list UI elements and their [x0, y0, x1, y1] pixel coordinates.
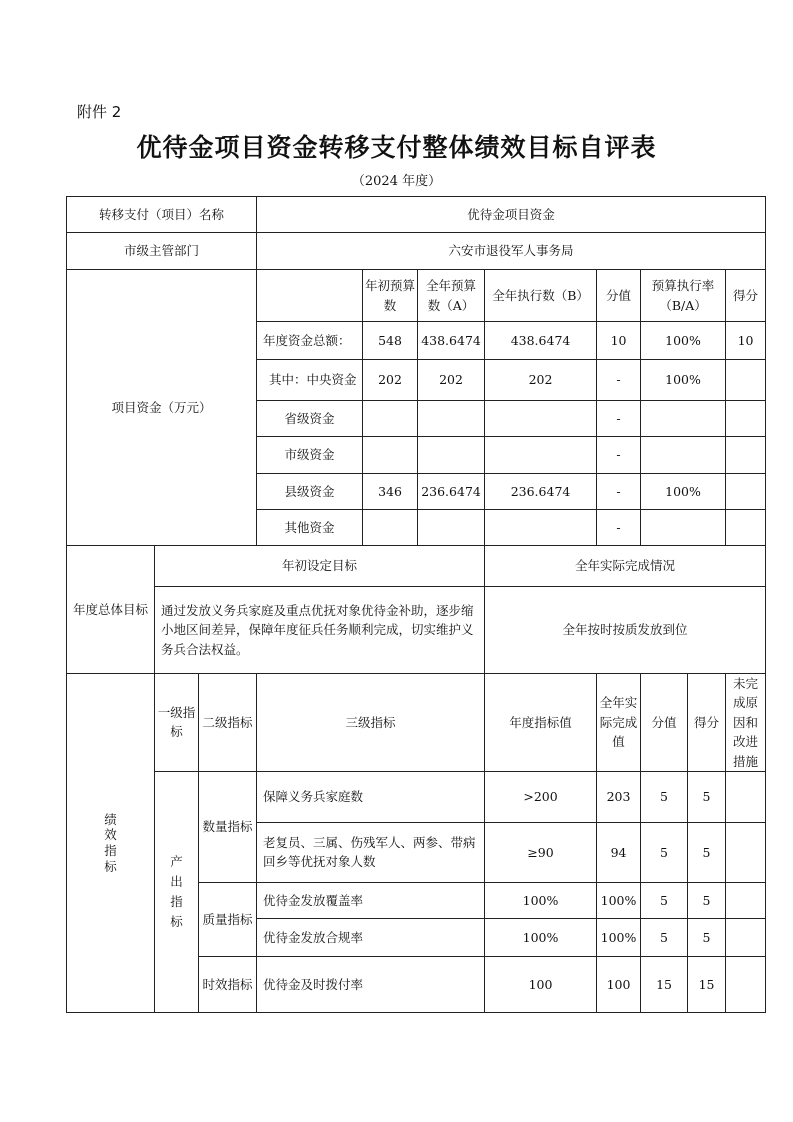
funds-header-row: [67, 270, 766, 322]
perf-row-name: 优待金发放合规率: [257, 918, 485, 956]
funds-row-full: [418, 437, 485, 474]
funds-row-rate: 100%: [641, 360, 726, 401]
perf-row-target: 100%: [485, 882, 597, 918]
funds-row-score: [726, 474, 766, 510]
project-name-label: 转移支付（项目）名称: [67, 197, 257, 233]
perf-group-quality: 质量指标: [199, 882, 257, 956]
project-name-value: 优待金项目资金: [257, 197, 766, 233]
goals-header-row: [67, 546, 766, 587]
perf-row-actual: 100%: [597, 882, 641, 918]
funds-row-rate: 100%: [641, 322, 726, 360]
perf-row: [67, 771, 766, 822]
funds-row-full: 438.6474: [418, 322, 485, 360]
goals-set-header: 年初设定目标: [155, 546, 485, 587]
perf-header-level1: 一级指标: [155, 674, 199, 772]
perf-group-quantity: 数量指标: [199, 771, 257, 882]
page-title: 优待金项目资金转移支付整体绩效目标自评表: [136, 133, 657, 162]
perf-row-target: ≥90: [485, 822, 597, 882]
perf-row-reason: [726, 882, 766, 918]
funds-row-exec: 438.6474: [485, 322, 597, 360]
funds-header-score: 得分: [726, 270, 766, 322]
year-label: （2024 年度）: [351, 174, 442, 189]
perf-level1-output: [155, 771, 199, 1012]
funds-row-name: 年度资金总额：: [257, 322, 363, 360]
perf-group-timeliness: 时效指标: [199, 956, 257, 1012]
perf-row-score: 15: [688, 956, 726, 1012]
funds-row-rate: [641, 437, 726, 474]
funds-row-weight: -: [597, 510, 641, 546]
funds-row-initial: [363, 437, 418, 474]
perf-row-reason: [726, 956, 766, 1012]
perf-row-actual: 100: [597, 956, 641, 1012]
evaluation-table: [66, 196, 766, 1013]
perf-row-weight: 5: [641, 882, 688, 918]
funds-row-weight: -: [597, 401, 641, 437]
perf-header-actual: 全年实际完成值: [597, 674, 641, 772]
perf-row-weight: 5: [641, 822, 688, 882]
funds-row-score: 10: [726, 322, 766, 360]
perf-row-score: 5: [688, 822, 726, 882]
funds-row-initial: 202: [363, 360, 418, 401]
perf-header-weight: 分值: [641, 674, 688, 772]
funds-row-full: 236.6474: [418, 474, 485, 510]
goals-content-row: [67, 587, 766, 674]
perf-row-name: 优待金及时拨付率: [257, 956, 485, 1012]
perf-row-weight: 15: [641, 956, 688, 1012]
perf-row-name: 老复员、三属、伤残军人、两参、带病回乡等优抚对象人数: [257, 822, 485, 882]
funds-header-blank: [257, 270, 363, 322]
funds-row-weight: 10: [597, 322, 641, 360]
perf-row-target: 100: [485, 956, 597, 1012]
funds-row-name: 其他资金: [257, 510, 363, 546]
perf-label-text: 绩效指标: [104, 811, 117, 874]
funds-row-initial: 548: [363, 322, 418, 360]
perf-row-name: 保障义务兵家庭数: [257, 771, 485, 822]
funds-row-score: [726, 437, 766, 474]
funds-row-initial: [363, 401, 418, 437]
funds-row-score: [726, 401, 766, 437]
funds-row-score: [726, 510, 766, 546]
perf-row-score: 5: [688, 882, 726, 918]
perf-row-target: 100%: [485, 918, 597, 956]
funds-header-full: 全年预算数（A）: [418, 270, 485, 322]
perf-row-weight: 5: [641, 771, 688, 822]
project-name-row: [67, 197, 766, 233]
funds-row-exec: 202: [485, 360, 597, 401]
funds-row-name: 省级资金: [257, 401, 363, 437]
funds-row-score: [726, 360, 766, 401]
perf-row-actual: 203: [597, 771, 641, 822]
perf-row-weight: 5: [641, 918, 688, 956]
perf-row-actual: 94: [597, 822, 641, 882]
perf-header-score: 得分: [688, 674, 726, 772]
funds-row-rate: [641, 510, 726, 546]
funds-row-rate: 100%: [641, 474, 726, 510]
funds-row-exec: [485, 510, 597, 546]
dept-row: [67, 233, 766, 270]
perf-header-level2: 二级指标: [199, 674, 257, 772]
perf-row-score: 5: [688, 918, 726, 956]
perf-label: [67, 674, 155, 1013]
funds-header-rate: 预算执行率（B/A）: [641, 270, 726, 322]
perf-row-target: >200: [485, 771, 597, 822]
funds-row-weight: -: [597, 437, 641, 474]
perf-header-reason: 未完成原因和改进措施: [726, 674, 766, 772]
funds-row-exec: [485, 437, 597, 474]
funds-row-full: [418, 401, 485, 437]
funds-row-exec: 236.6474: [485, 474, 597, 510]
funds-row-initial: 346: [363, 474, 418, 510]
funds-label: 项目资金（万元）: [67, 270, 257, 546]
funds-row-full: [418, 510, 485, 546]
goals-label: 年度总体目标: [67, 546, 155, 674]
funds-row-exec: [485, 401, 597, 437]
perf-row-actual: 100%: [597, 918, 641, 956]
funds-row-weight: -: [597, 360, 641, 401]
perf-header-level3: 三级指标: [257, 674, 485, 772]
goals-actual-text: 全年按时按质发放到位: [485, 587, 766, 674]
attachment-label: 附件 2: [77, 103, 122, 121]
perf-header-target: 年度指标值: [485, 674, 597, 772]
perf-row-name: 优待金发放覆盖率: [257, 882, 485, 918]
perf-level1-output-text: 产出指标: [170, 853, 183, 929]
dept-value: 六安市退役军人事务局: [257, 233, 766, 270]
perf-row-reason: [726, 771, 766, 822]
dept-label: 市级主管部门: [67, 233, 257, 270]
funds-row-initial: [363, 510, 418, 546]
goals-actual-header: 全年实际完成情况: [485, 546, 766, 587]
goals-set-text: 通过发放义务兵家庭及重点优抚对象优待金补助，逐步缩小地区间差异，保障年度征兵任务顺利完成，切实维护义务兵合法权益。: [155, 587, 485, 674]
perf-header-row: [67, 674, 766, 772]
funds-row-weight: -: [597, 474, 641, 510]
perf-row-reason: [726, 822, 766, 882]
funds-header-initial: 年初预算数: [363, 270, 418, 322]
funds-row-name: 县级资金: [257, 474, 363, 510]
perf-row-reason: [726, 918, 766, 956]
funds-row-rate: [641, 401, 726, 437]
funds-row-name: 其中：中央资金: [257, 360, 363, 401]
funds-header-weight: 分值: [597, 270, 641, 322]
funds-header-exec: 全年执行数（B）: [485, 270, 597, 322]
funds-row-full: 202: [418, 360, 485, 401]
funds-row-name: 市级资金: [257, 437, 363, 474]
perf-row-score: 5: [688, 771, 726, 822]
